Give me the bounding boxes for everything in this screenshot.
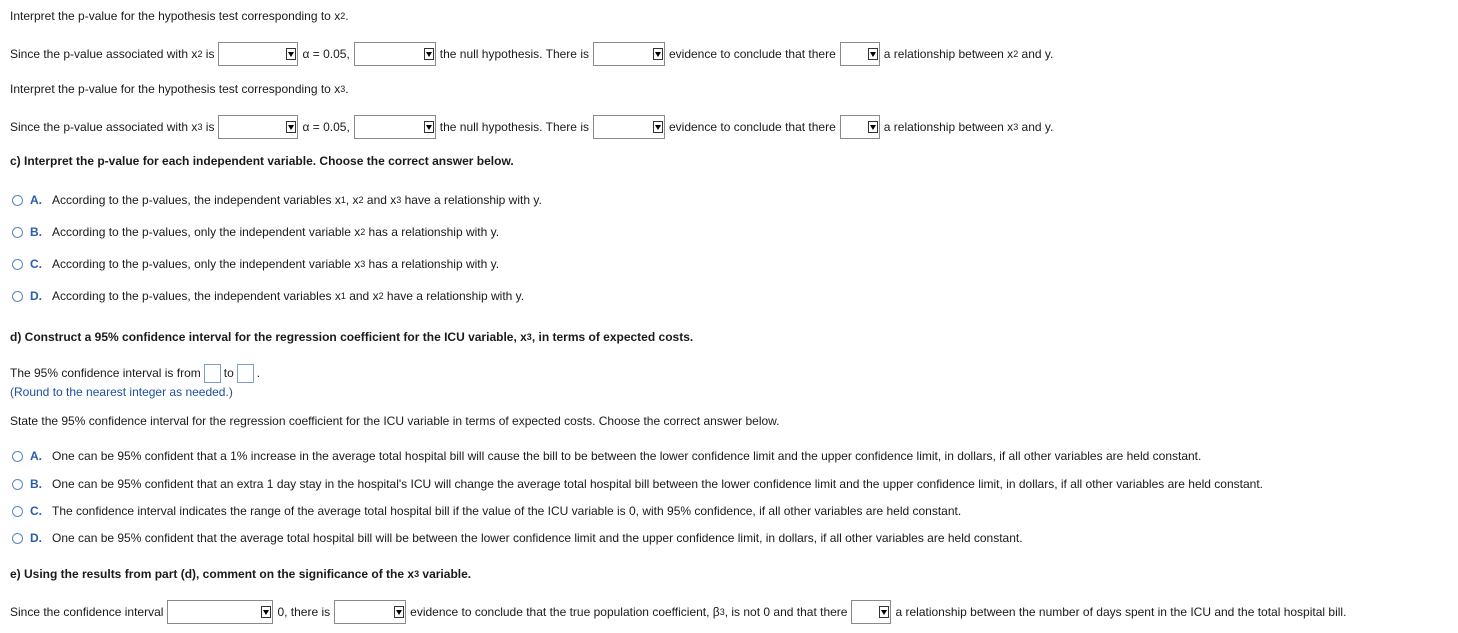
part-e-evidence-dropdown[interactable] <box>334 600 406 624</box>
dropdown-arrow-icon <box>394 606 404 618</box>
ci-lower-input[interactable] <box>204 364 221 383</box>
dropdown-arrow-icon <box>424 48 434 60</box>
dropdown-arrow-icon <box>286 48 296 60</box>
dropdown-arrow-icon <box>879 606 889 618</box>
part-c-option-b[interactable]: B. According to the p-values, only the independent variable x 2 has a relationship with y. <box>12 222 499 242</box>
state-ci-prompt: State the 95% confidence interval for the regression coefficient for the ICU variable in terms of expected costs. Choose the correct answer below. <box>10 414 780 428</box>
radio-icon[interactable] <box>12 506 23 517</box>
dropdown-arrow-icon <box>261 606 271 618</box>
p3-is-dropdown[interactable] <box>840 115 880 139</box>
part-e-prompt: e) Using the results from part (d), comment on the significance of the x 3 variable. <box>10 567 472 581</box>
part-e-sentence: Since the confidence interval 0, there is evidence to conclude that the true population coefficient, β 3 , is not 0 and that there a relationship between the number of days spent in the ICU and the total hospital bill. <box>10 601 1346 623</box>
p3-reject-dropdown[interactable] <box>354 115 436 139</box>
ci-contains-dropdown[interactable] <box>167 600 273 624</box>
radio-icon[interactable] <box>12 227 23 238</box>
radio-icon[interactable] <box>12 479 23 490</box>
dropdown-arrow-icon <box>868 121 878 133</box>
p2-reject-dropdown[interactable] <box>354 42 436 66</box>
round-hint: (Round to the nearest integer as needed.) <box>10 385 233 399</box>
radio-icon[interactable] <box>12 451 23 462</box>
p2-is-dropdown[interactable] <box>840 42 880 66</box>
part-d-option-c[interactable]: C. The confidence interval indicates the range of the average total hospital bill if the value of the ICU variable is 0, with 95% confidence, if all other variables are held constant. <box>12 501 961 521</box>
p2-sentence: Since the p-value associated with x 2 is α = 0.05, the null hypothesis. There is evidence to conclude that there a relationship between x 2 and y. <box>10 43 1053 65</box>
part-c-prompt: c) Interpret the p-value for each independent variable. Choose the correct answer below. <box>10 154 514 168</box>
part-e-is-dropdown[interactable] <box>851 600 891 624</box>
p2-heading: Interpret the p-value for the hypothesis test corresponding to x 2 . <box>10 9 349 23</box>
part-c-option-a[interactable]: A. According to the p-values, the independent variables x 1 , x 2 and x 3 have a relationship with y. <box>12 190 542 210</box>
p3-pvalue-compare-dropdown[interactable] <box>218 115 298 139</box>
part-c-option-d[interactable]: D. According to the p-values, the independent variables x 1 and x 2 have a relationship with y. <box>12 286 524 306</box>
part-d-option-d[interactable]: D. One can be 95% confident that the average total hospital bill will be between the lower confidence limit and the upper confidence limit, in dollars, if all other variables are held constant. <box>12 528 1023 548</box>
ci-sentence: The 95% confidence interval is from to . <box>10 362 260 384</box>
dropdown-arrow-icon <box>286 121 296 133</box>
part-d-option-b[interactable]: B. One can be 95% confident that an extra 1 day stay in the hospital's ICU will change the average total hospital bill between the lower confidence limit and the upper confidence limit, in dollars, if all other variables are held constant. <box>12 474 1263 494</box>
dropdown-arrow-icon <box>653 48 663 60</box>
radio-icon[interactable] <box>12 533 23 544</box>
dropdown-arrow-icon <box>868 48 878 60</box>
p3-sentence: Since the p-value associated with x 3 is α = 0.05, the null hypothesis. There is evidence to conclude that there a relationship between x 3 and y. <box>10 116 1053 138</box>
radio-icon[interactable] <box>12 195 23 206</box>
radio-icon[interactable] <box>12 259 23 270</box>
radio-icon[interactable] <box>12 291 23 302</box>
p2-evidence-dropdown[interactable] <box>593 42 665 66</box>
part-d-prompt: d) Construct a 95% confidence interval for the regression coefficient for the ICU variable, x 3 , in terms of expected costs. <box>10 330 694 344</box>
dropdown-arrow-icon <box>653 121 663 133</box>
p3-evidence-dropdown[interactable] <box>593 115 665 139</box>
part-d-option-a[interactable]: A. One can be 95% confident that a 1% increase in the average total hospital bill will cause the bill to be between the lower confidence limit and the upper confidence limit, in dollars, if all other variables are held constant. <box>12 446 1201 466</box>
dropdown-arrow-icon <box>424 121 434 133</box>
p2-pvalue-compare-dropdown[interactable] <box>218 42 298 66</box>
ci-upper-input[interactable] <box>237 364 254 383</box>
part-c-option-c[interactable]: C. According to the p-values, only the independent variable x 3 has a relationship with y. <box>12 254 499 274</box>
p3-heading: Interpret the p-value for the hypothesis test corresponding to x 3 . <box>10 82 349 96</box>
